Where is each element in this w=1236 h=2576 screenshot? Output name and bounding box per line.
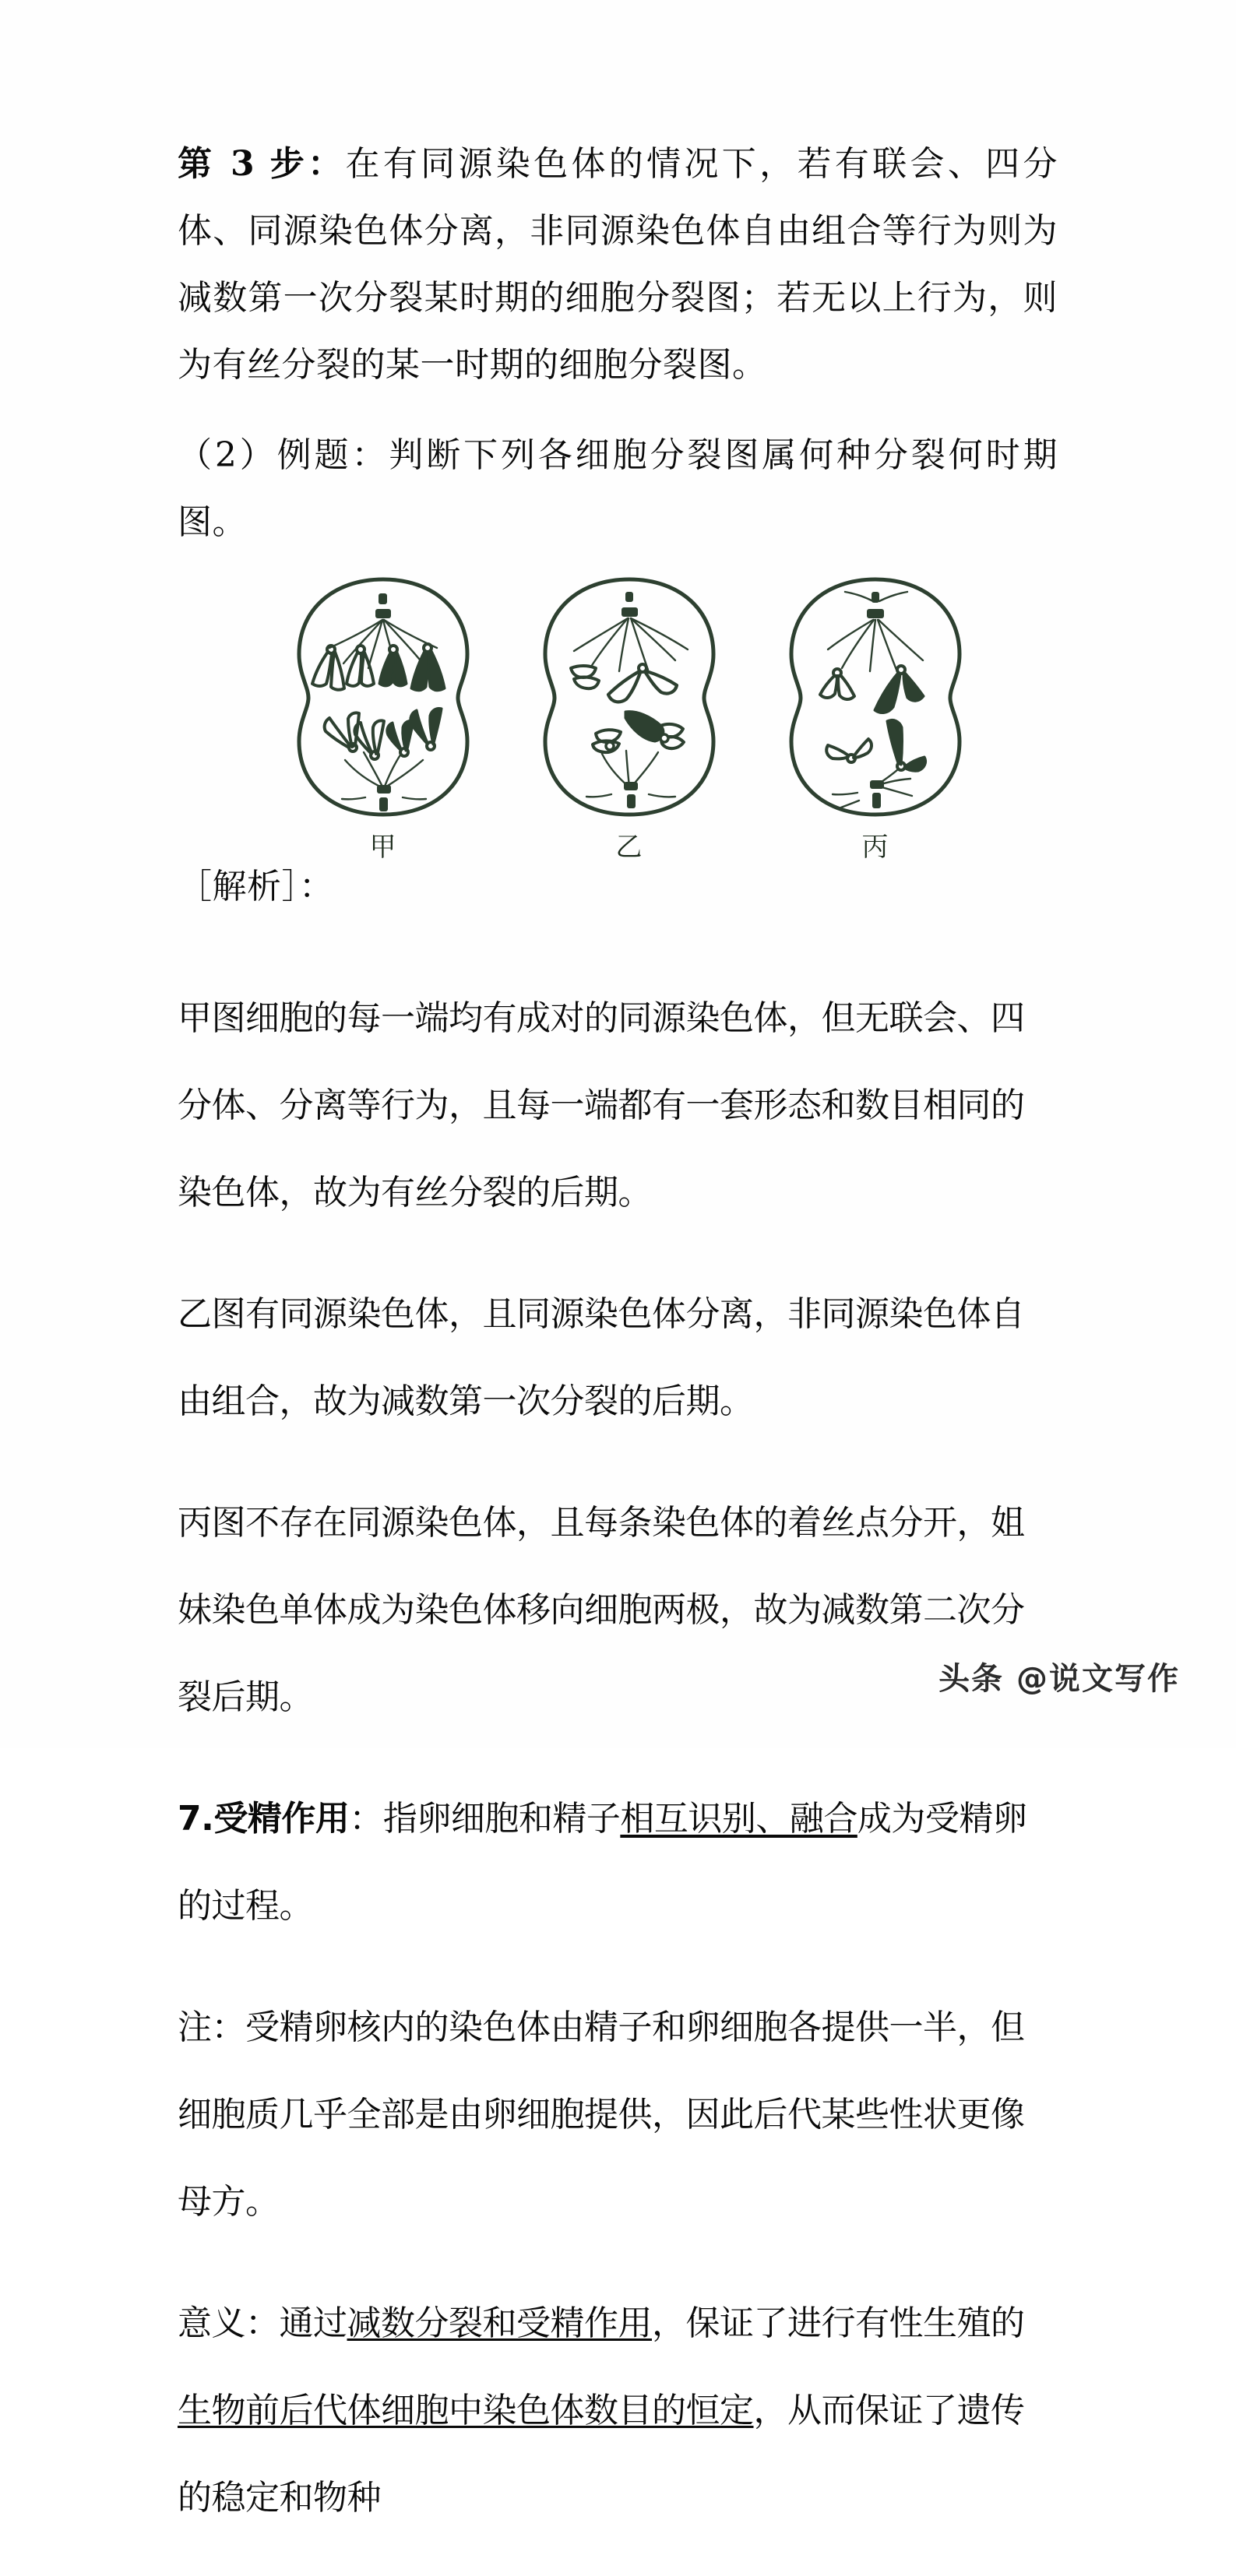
significance-underline-1: 减数分裂和受精作用 [347,2303,652,2343]
figure-cell-yi [524,573,734,864]
cell-label-yi: 乙 [615,832,643,863]
section-7-post: 成为受精卵的过程。 [178,1799,1027,1926]
figure-cell-bing [770,573,981,864]
significance-tail: ，从而保证了遗传的稳定和物种 [178,2391,1025,2518]
analysis-paragraph-3: 丙图不存在同源染色体，且每条染色体的着丝点分开，姐妹染色单体成为染色体移向细胞两极，故为减数第二次分裂后期。 [178,1503,1025,1717]
cell-diagram-bing-icon [770,573,981,821]
section-7-number: 7. [178,1799,214,1839]
significance-mid: ，保证了进行有性生殖的 [652,2303,1025,2343]
significance-underline-2: 生物前后代体细胞中染色体数目的恒定 [178,2391,754,2430]
example-paragraph: （2）例题：判断下列各细胞分裂图属何种分裂何时期图。 [178,435,1058,542]
step-3-lead: 第 3 步： [178,144,346,184]
note-label: 注： [178,2008,245,2047]
analysis-paragraph-1: 甲图细胞的每一端均有成对的同源染色体，但无联会、四分体、分离等行为，且每一端都有一套形态和数目相同的染色体，故为有丝分裂的后期。 [178,998,1025,1212]
figure-cell-jia [278,573,488,864]
cell-division-figure [178,573,1058,863]
step-3-block [178,131,1058,399]
significance-label: 意义： [178,2303,280,2343]
section-7-colon: ： [349,1799,383,1839]
figure-cell-row [178,573,1058,864]
section-7-title: 受精作用 [213,1799,350,1839]
note-text: 受精卵核内的染色体由精子和卵细胞各提供一半，但细胞质几乎全部是由卵细胞提供，因此后代某些性状更像母方。 [178,2008,1025,2222]
section-7-paragraph [178,1775,1058,1950]
spacer [178,402,1058,422]
section-7-pre: 指卵细胞和精子 [382,1799,621,1839]
analysis-paragraph-2: 乙图有同源染色体，且同源染色体分离，非同源染色体自由组合，故为减数第一次分裂的后期。 [178,1294,1025,1421]
note-paragraph [178,1984,1058,2246]
analysis-heading: ［解析］： [178,867,334,906]
cell-diagram-jia-icon [278,573,488,821]
step-3-body: 在有同源染色体的情况下，若有联会、四分体、同源染色体分离，非同源染色体自由组合等行为则为减数第一次分裂某时期的细胞分裂图；若无以上行为，则为有丝分裂的某一时期的细胞分裂图。 [178,144,1058,385]
step-3-paragraph [178,131,1058,399]
watermark: 头条 @说文写作 [938,1661,1180,1697]
cell-label-jia: 甲 [369,832,397,863]
section-7-underlined: 相互识别、融合 [620,1799,857,1839]
cell-diagram-yi-icon [524,573,734,821]
cell-label-bing: 丙 [861,832,889,863]
spacer [178,920,1058,941]
page-content [178,131,1058,2576]
significance-pre: 通过 [279,2303,347,2343]
significance-paragraph [178,2280,1058,2542]
